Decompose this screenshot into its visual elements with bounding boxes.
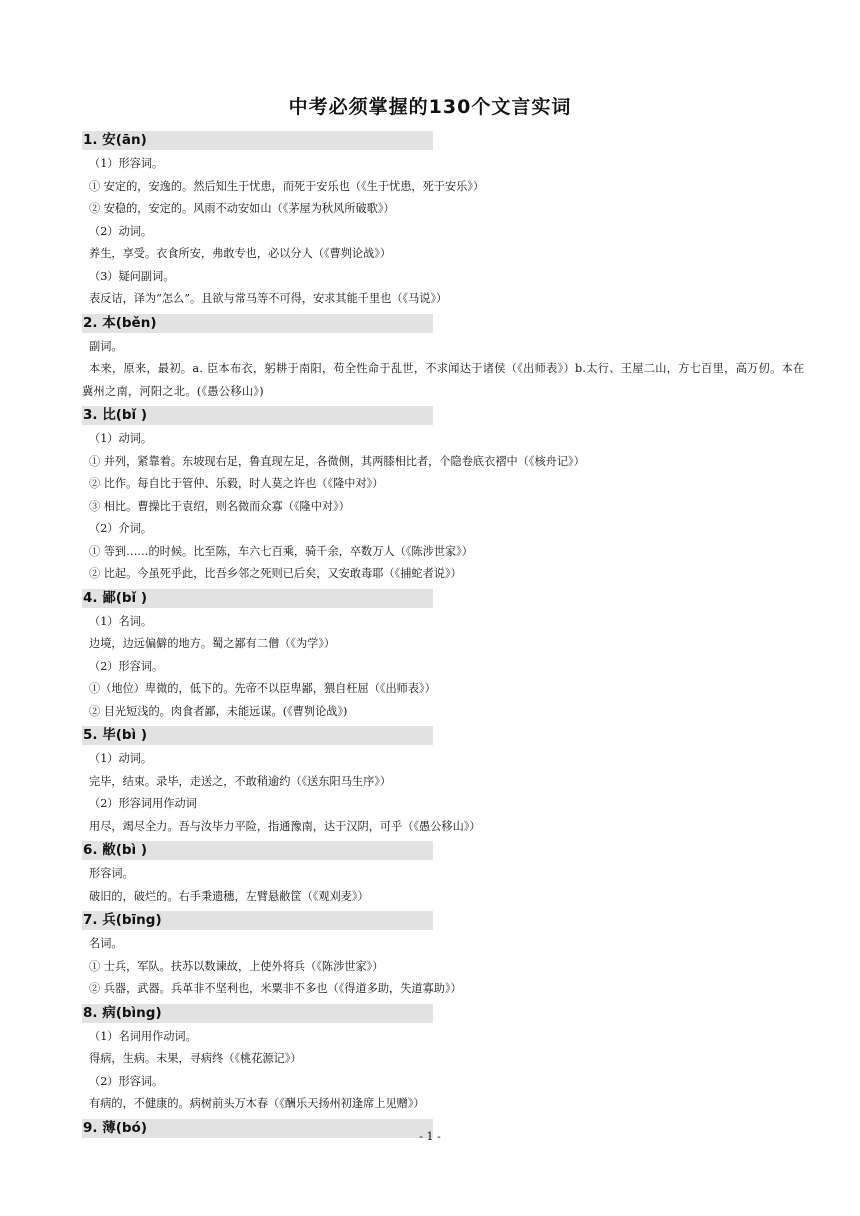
- entry-subheading: （1）名词用作动词。: [89, 1029, 197, 1043]
- word-entry: [82, 911, 812, 1001]
- word-entry: [82, 589, 812, 724]
- entry-text: ② 安稳的，安定的。风雨不动安如山（《茅屋为秋风所破歌》）: [89, 202, 395, 215]
- entry-heading: 7. 兵(bīng): [82, 911, 433, 930]
- entry-heading: 3. 比(bǐ ): [82, 406, 433, 425]
- entry-subheading: 名词。: [89, 937, 123, 950]
- entry-subheading: （2）介词。: [89, 522, 153, 535]
- entry-text: ① 并列，紧靠着。东坡现右足，鲁直现左足，各微侧，其两膝相比者，个隐卷底衣褶中（《核舟记》）: [89, 454, 585, 468]
- word-entry: [82, 841, 812, 908]
- entry-subheading: （2）形容词。: [89, 659, 164, 673]
- entry-subheading: （1）动词。: [89, 752, 153, 765]
- entry-text: ① 等到……的时候。比至陈，车六七百乘，骑千余，卒数万人（《陈涉世家》）: [89, 544, 473, 558]
- entry-heading: 5. 毕(bì ): [82, 726, 433, 745]
- entry-subheading: （2）形容词用作动词: [89, 797, 197, 810]
- entry-text: ② 兵器，武器。兵革非不坚利也，米粟非不多也（《得道多助，失道寡助》）: [89, 982, 462, 995]
- entry-text: 本来，原来，最初。a. 臣本布衣，躬耕于南阳，苟全性命于乱世，不求闻达于诸侯（《出师表》）b.太行、王屋二山，方七百里，高万仞。本在冀州之南，河阳之北。(《愚公移山》): [82, 362, 805, 398]
- entry-text: 得病，生病。未果，寻病终（《桃花源记》）: [89, 1052, 302, 1065]
- entry-subheading: （2）形容词。: [89, 1074, 164, 1088]
- entry-text: 边境，边远偏僻的地方。蜀之鄙有二僧（《为学》）: [89, 637, 336, 650]
- entry-text: ① 士兵，军队。扶苏以数谏故，上使外将兵（《陈涉世家》）: [89, 959, 384, 973]
- word-entry: [82, 131, 812, 311]
- entry-text: 用尽，竭尽全力。吾与汝毕力平险，指通豫南，达于汉阴，可乎（《愚公移山》）: [89, 819, 481, 833]
- word-entry: [82, 406, 812, 586]
- entry-subheading: 形容词。: [89, 867, 134, 880]
- page-title: 中考必须掌握的130个文言实词: [288, 96, 572, 118]
- entry-subheading: （1）名词。: [89, 614, 153, 628]
- entry-text: 养生，享受。衣食所安，弗敢专也，必以分人（《曹刿论战》）: [89, 247, 392, 260]
- entry-heading: 2. 本(běn): [82, 314, 433, 333]
- entry-heading: 1. 安(ān): [82, 131, 433, 150]
- word-entry: [82, 1004, 812, 1116]
- entry-heading: 9. 薄(bó): [82, 1119, 433, 1138]
- entry-subheading: （2）动词。: [89, 224, 153, 238]
- entry-text: ② 比作。每自比于管仲、乐毅，时人莫之许也（《隆中对》）: [89, 477, 384, 490]
- entry-heading: 6. 敝(bì ): [82, 841, 433, 860]
- entry-text: 破旧的，破烂的。右手秉遗穗，左臂悬敝筐（《观刈麦》）: [89, 889, 369, 903]
- word-entry: [82, 314, 812, 404]
- page-number: - 1 -: [419, 1130, 441, 1143]
- entry-text: ①（地位）卑微的，低下的。先帝不以臣卑鄙，猥自枉屈（《出师表》）: [89, 682, 436, 695]
- entry-text: 有病的，不健康的。病树前头万木春（《酬乐天扬州初逢席上见赠》）: [89, 1097, 425, 1110]
- entry-text: ③ 相比。曹操比于袁绍，则名微而众寡（《隆中对》）: [89, 499, 350, 513]
- entry-subheading: （3）疑问副词。: [89, 269, 175, 283]
- entry-text: 表反诘，译为“怎么”。且欲与常马等不可得，安求其能千里也（《马说》）: [89, 292, 448, 305]
- entry-subheading: （1）形容词。: [89, 157, 164, 170]
- entry-text: ② 目光短浅的。肉食者鄙，未能远谋。(《曹刿论战》): [89, 704, 348, 718]
- entry-subheading: 副词。: [89, 339, 123, 353]
- entries-list: [82, 128, 812, 1141]
- entry-text: ② 比起。今虽死乎此，比吾乡邻之死则已后矣，又安敢毒耶（《捕蛇者说》）: [89, 567, 462, 580]
- entry-text: ① 安定的，安逸的。然后知生于忧患，而死于安乐也（《生于忧患，死于安乐》）: [89, 179, 485, 193]
- entry-text: 完毕，结束。录毕，走送之，不敢稍逾约（《送东阳马生序》）: [89, 774, 392, 788]
- entry-subheading: （1）动词。: [89, 432, 153, 445]
- word-entry: [82, 726, 812, 838]
- entry-heading: 4. 鄙(bǐ ): [82, 589, 433, 608]
- entry-heading: 8. 病(bìng): [82, 1004, 433, 1023]
